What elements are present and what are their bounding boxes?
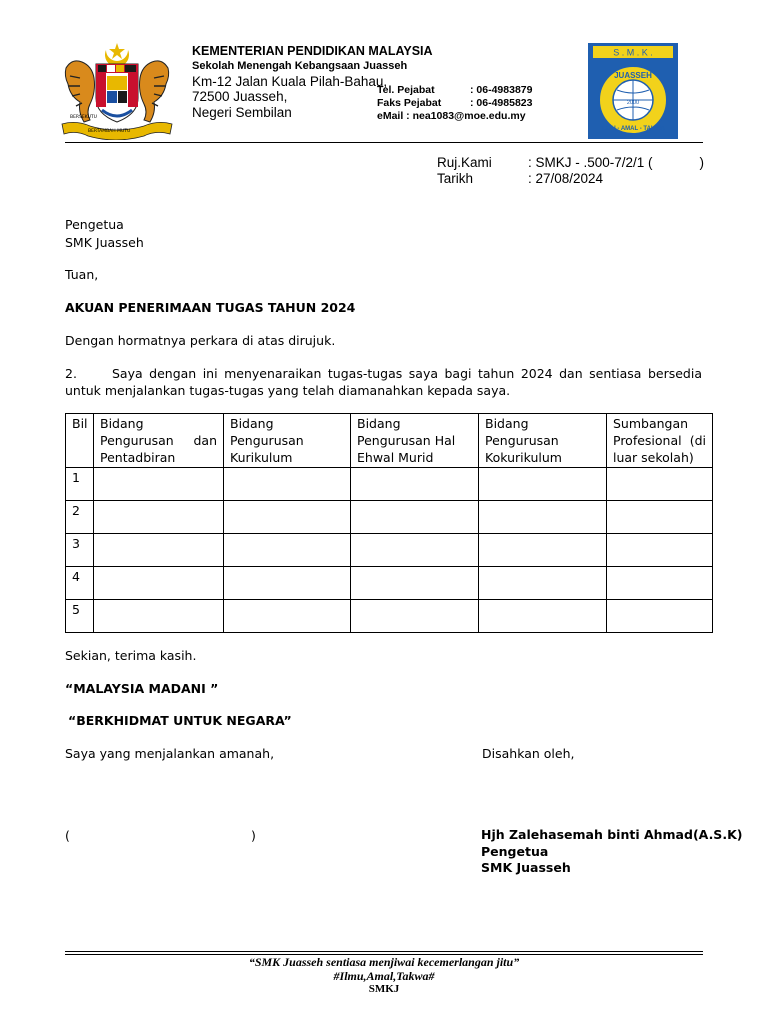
table-cell[interactable] — [224, 567, 351, 600]
paragraph-2-text: Saya dengan ini menyenaraikan tugas-tugas saya bagi tahun 2024 dan sentiasa bersedia untuk menjalankan tugas-tugas yang telah diamanahkan kepada saya. — [65, 366, 702, 398]
table-cell[interactable] — [607, 468, 713, 501]
footer-motto: “SMK Juasseh sentiasa menjiwai kecemerlangan jitu” — [248, 955, 520, 969]
address-line-1: Km-12 Jalan Kuala Pilah-Bahau, — [192, 74, 388, 89]
table-cell[interactable] — [94, 501, 224, 534]
header-divider — [65, 142, 703, 143]
paragraph-2 — [65, 365, 702, 399]
table-cell[interactable] — [351, 567, 479, 600]
salutation: Tuan, — [65, 267, 99, 282]
table-cell[interactable] — [224, 534, 351, 567]
table-cell[interactable] — [224, 501, 351, 534]
row-number: 4 — [66, 567, 94, 600]
date-value: : 27/08/2024 — [528, 171, 604, 186]
tel-value: : 06-4983879 — [470, 84, 533, 96]
approver-school: SMK Juasseh — [481, 860, 571, 875]
table-cell[interactable] — [479, 468, 607, 501]
fax-line — [377, 97, 532, 109]
table-cell[interactable] — [607, 501, 713, 534]
svg-text:BERTAMBAH MUTU: BERTAMBAH MUTU — [88, 129, 131, 134]
table-cell[interactable] — [94, 534, 224, 567]
email-line: eMail : nea1083@moe.edu.my — [377, 110, 526, 122]
paragraph-number: 2. — [65, 366, 77, 381]
letter-subject: AKUAN PENERIMAAN TUGAS TAHUN 2024 — [65, 300, 356, 315]
footer-abbreviation: SMKJ — [368, 983, 400, 995]
intro-paragraph: Dengan hormatnya perkara di atas dirujuk. — [65, 333, 336, 348]
table-cell[interactable] — [94, 600, 224, 633]
table-cell[interactable] — [94, 567, 224, 600]
slogan-malaysia-madani: “MALAYSIA MADANI ” — [65, 681, 219, 696]
approver-title: Pengetua — [481, 844, 549, 859]
table-cell[interactable] — [607, 567, 713, 600]
column-header-hem: Bidang Pengurusan Hal Ehwal Murid — [351, 414, 479, 468]
row-number: 5 — [66, 600, 94, 633]
table-cell[interactable] — [479, 600, 607, 633]
table-cell[interactable] — [224, 468, 351, 501]
row-number: 2 — [66, 501, 94, 534]
table-cell[interactable] — [479, 501, 607, 534]
table-cell[interactable] — [607, 600, 713, 633]
school-name: Sekolah Menengah Kebangsaan Juasseh — [192, 60, 408, 72]
ministry-name: KEMENTERIAN PENDIDIKAN MALAYSIA — [192, 44, 433, 58]
approver-name: Hjh Zalehasemah binti Ahmad(A.S.K) — [481, 827, 743, 842]
school-logo — [587, 42, 679, 142]
table-header-row — [66, 414, 713, 468]
table-cell[interactable] — [351, 600, 479, 633]
signature-name-open-paren: ( — [65, 828, 70, 843]
row-number: 3 — [66, 534, 94, 567]
reference-value — [528, 155, 704, 170]
footer-divider — [65, 951, 703, 952]
signer-label: Saya yang menjalankan amanah, — [65, 746, 275, 761]
svg-text:2000: 2000 — [626, 100, 640, 106]
tel-line — [377, 84, 532, 96]
table-cell[interactable] — [351, 501, 479, 534]
column-header-sumbangan: Sumbangan Profesional (di luar sekolah) — [607, 414, 713, 468]
tel-label: Tel. Pejabat — [377, 84, 435, 96]
table-cell[interactable] — [607, 534, 713, 567]
duty-table — [65, 413, 713, 633]
approver-label: Disahkan oleh, — [482, 746, 575, 761]
table-cell[interactable] — [94, 468, 224, 501]
reference-number: : SMKJ - .500-7/2/1 ( — [528, 155, 653, 170]
table-row — [66, 600, 713, 633]
table-cell[interactable] — [479, 534, 607, 567]
recipient-title: Pengetua — [65, 217, 124, 232]
table-row — [66, 468, 713, 501]
column-header-kurikulum: Bidang Pengurusan Kurikulum — [224, 414, 351, 468]
address-line-2: 72500 Juasseh, — [192, 89, 288, 104]
recipient-school: SMK Juasseh — [65, 235, 144, 250]
reference-label: Ruj.Kami — [437, 155, 492, 170]
slogan-berkhidmat: “BERKHIDMAT UNTUK NEGARA” — [68, 713, 292, 728]
svg-text:ILMU - AMAL - TAKWA: ILMU - AMAL - TAKWA — [601, 126, 665, 132]
date-label: Tarikh — [437, 171, 474, 186]
table-cell[interactable] — [224, 600, 351, 633]
svg-text:JUASSEH: JUASSEH — [614, 71, 652, 80]
signature-name-close-paren: ) — [251, 828, 256, 843]
reference-close-paren: ) — [699, 155, 704, 170]
fax-label: Faks Pejabat — [377, 97, 442, 109]
column-header-kokurikulum: Bidang Pengurusan Kokurikulum — [479, 414, 607, 468]
table-row — [66, 534, 713, 567]
footer-values: #Ilmu,Amal,Takwa# — [333, 969, 435, 983]
address-line-3: Negeri Sembilan — [192, 105, 292, 120]
svg-text:S . M . K .: S . M . K . — [613, 47, 653, 58]
row-number: 1 — [66, 468, 94, 501]
column-header-bil: Bil — [66, 414, 94, 468]
closing-line: Sekian, terima kasih. — [65, 648, 197, 663]
table-cell[interactable] — [351, 534, 479, 567]
malaysia-coat-of-arms-logo — [58, 40, 176, 140]
table-cell[interactable] — [479, 567, 607, 600]
table-row — [66, 501, 713, 534]
table-row — [66, 567, 713, 600]
svg-text:BERSEKUTU: BERSEKUTU — [70, 115, 97, 120]
table-cell[interactable] — [351, 468, 479, 501]
column-header-pentadbiran: Bidang Pengurusan dan Pentadbiran — [94, 414, 224, 468]
fax-value: : 06-4985823 — [470, 97, 533, 109]
